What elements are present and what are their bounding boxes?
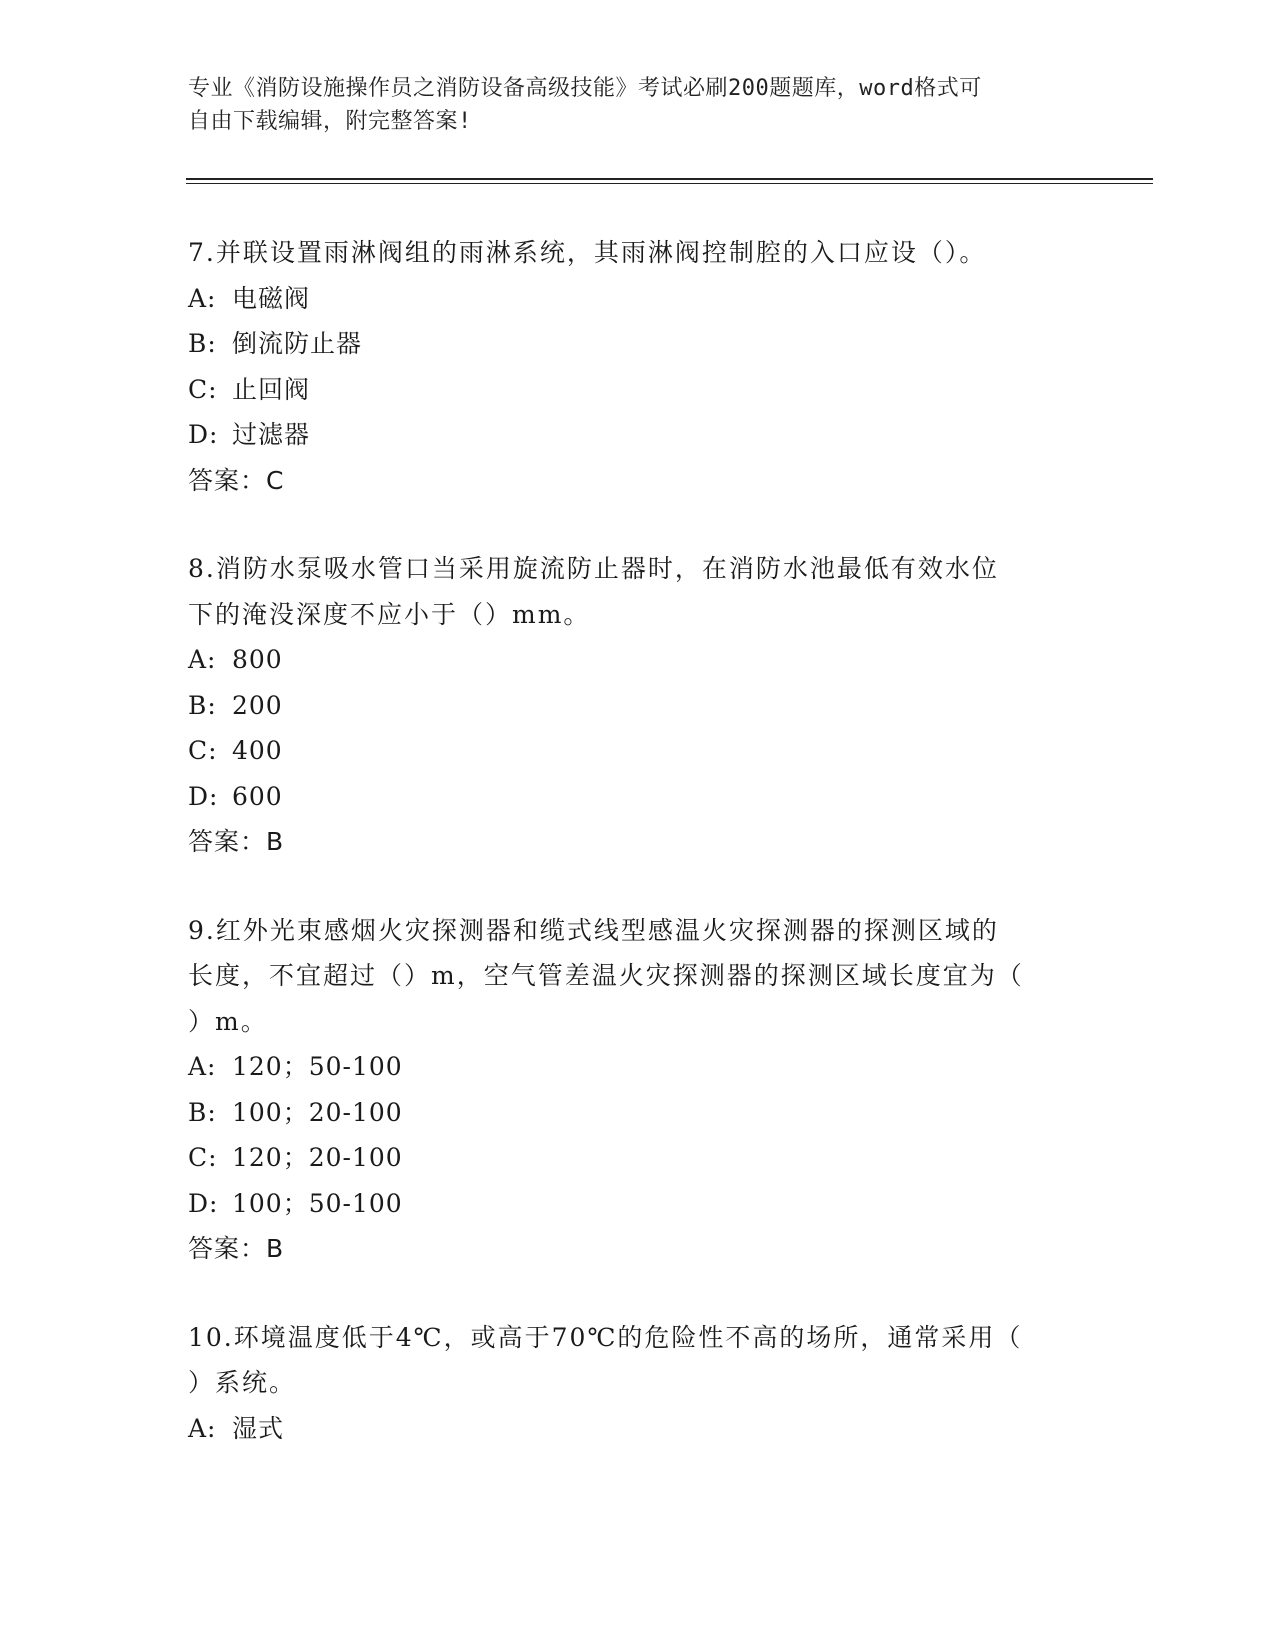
option-text: 100；50-100 bbox=[232, 1188, 403, 1218]
question-text: 长度，不宜超过（）m，空气管差温火灾探测器的探测区域长度宜为（ bbox=[188, 961, 1024, 990]
question-text: 下的淹没深度不应小于（）mm。 bbox=[188, 599, 591, 629]
question-10 bbox=[188, 1315, 1088, 1452]
answer-line: 答案：B bbox=[188, 827, 285, 856]
document-header bbox=[188, 72, 1088, 138]
option-d bbox=[188, 774, 1088, 820]
question-list bbox=[188, 230, 1088, 1494]
option-a bbox=[188, 637, 1088, 683]
option-a bbox=[188, 1406, 1088, 1452]
option-letter: D: bbox=[188, 781, 219, 811]
answer-line: 答案：B bbox=[188, 1234, 285, 1263]
option-letter: A: bbox=[188, 283, 217, 313]
option-letter: C: bbox=[188, 374, 218, 404]
option-text: 120；50-100 bbox=[232, 1052, 403, 1081]
option-letter: D: bbox=[188, 420, 219, 449]
option-text: 400 bbox=[232, 736, 283, 765]
option-c bbox=[188, 728, 1088, 774]
question-9 bbox=[188, 908, 1088, 1272]
option-d bbox=[188, 1181, 1088, 1227]
option-a bbox=[188, 1044, 1088, 1090]
header-title-line-2: 自由下载编辑，附完整答案! bbox=[188, 109, 472, 134]
option-text: 过滤器 bbox=[232, 420, 311, 449]
header-title-line-1: 专业《消防设施操作员之消防设备高级技能》考试必刷200题题库，word格式可 bbox=[188, 76, 982, 101]
question-text: 10.环境温度低于4℃，或高于70℃的危险性不高的场所，通常采用（ bbox=[188, 1322, 1023, 1352]
option-letter: C: bbox=[188, 736, 218, 765]
option-text: 电磁阀 bbox=[232, 283, 311, 313]
option-letter: C: bbox=[188, 1143, 218, 1172]
header-divider bbox=[186, 178, 1153, 184]
question-text: ）系统。 bbox=[188, 1368, 297, 1397]
option-b bbox=[188, 321, 1088, 367]
option-text: 湿式 bbox=[232, 1413, 285, 1443]
question-text: 9.红外光束感烟火灾探测器和缆式线型感温火灾探测器的探测区域的 bbox=[188, 915, 999, 945]
option-letter: B: bbox=[188, 690, 217, 720]
option-b bbox=[188, 683, 1088, 729]
option-c bbox=[188, 1135, 1088, 1181]
option-a bbox=[188, 276, 1088, 322]
question-text: ）m。 bbox=[188, 1006, 268, 1036]
option-letter: A: bbox=[188, 1413, 217, 1443]
option-letter: B: bbox=[188, 1097, 217, 1127]
option-letter: A: bbox=[188, 645, 217, 674]
option-text: 止回阀 bbox=[232, 374, 311, 404]
answer-line: 答案：C bbox=[188, 465, 285, 495]
option-letter: D: bbox=[188, 1188, 219, 1218]
option-text: 800 bbox=[232, 645, 283, 674]
question-text: 7.并联设置雨淋阀组的雨淋系统，其雨淋阀控制腔的入口应设（）。 bbox=[188, 238, 987, 267]
option-text: 倒流防止器 bbox=[232, 329, 363, 358]
option-c bbox=[188, 367, 1088, 413]
option-b bbox=[188, 1090, 1088, 1136]
question-7 bbox=[188, 230, 1088, 503]
option-letter: B: bbox=[188, 329, 217, 358]
question-8 bbox=[188, 546, 1088, 865]
option-letter: A: bbox=[188, 1052, 217, 1081]
option-text: 200 bbox=[232, 690, 283, 720]
option-text: 600 bbox=[232, 781, 283, 811]
option-text: 120；20-100 bbox=[232, 1143, 403, 1172]
question-text: 8.消防水泵吸水管口当采用旋流防止器时，在消防水池最低有效水位 bbox=[188, 554, 999, 583]
option-text: 100；20-100 bbox=[232, 1097, 403, 1127]
option-d bbox=[188, 412, 1088, 458]
